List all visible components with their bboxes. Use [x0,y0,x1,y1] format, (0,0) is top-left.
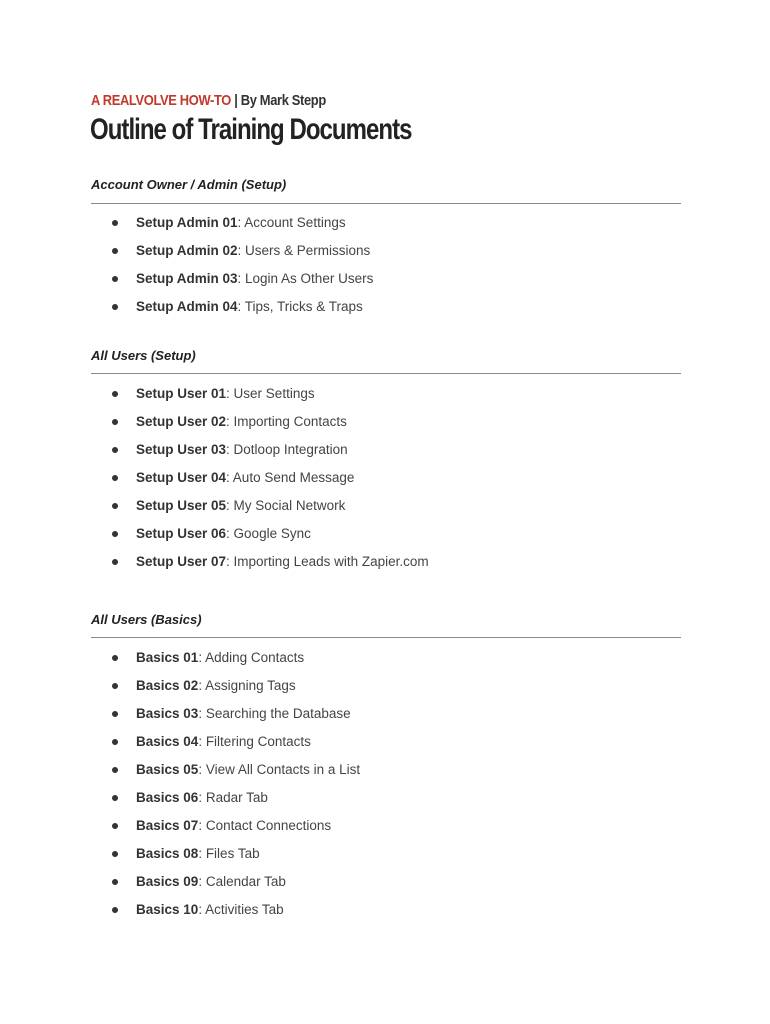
bullet-icon [112,475,118,481]
item-code: Setup User 07 [136,554,227,569]
bullet-icon [112,711,118,717]
item-code: Basics 02 [136,678,199,693]
item-description: : Activities Tab [198,902,284,917]
bullet-icon [112,276,118,282]
item-code: Setup Admin 02 [136,243,238,258]
bullet-icon [112,304,118,310]
item-code: Basics 07 [136,818,199,833]
bullet-icon [112,879,118,885]
item-description: : Radar Tab [198,790,268,805]
brand-label: A REALVOLVE HOW-TO [91,92,231,109]
document-kicker [91,92,326,109]
item-code: Basics 10 [136,902,199,917]
item-code: Basics 01 [136,650,199,665]
list-item [112,386,315,401]
item-description: : Adding Contacts [198,650,305,665]
list-item [112,846,260,861]
list-item [112,678,296,693]
list-item [112,243,370,258]
item-description: : Calendar Tab [198,874,286,889]
item-description: : Account Settings [237,215,346,230]
item-description: : Assigning Tags [198,678,296,693]
item-code: Setup User 01 [136,386,227,401]
list-item [112,299,363,314]
item-description: : Filtering Contacts [198,734,311,749]
list-item [112,554,429,569]
item-description: : Google Sync [226,526,311,541]
item-description: : Login As Other Users [237,271,374,286]
bullet-icon [112,655,118,661]
list-item [112,470,354,485]
item-description: : My Social Network [226,498,346,513]
bullet-icon [112,559,118,565]
item-code: Basics 04 [136,734,199,749]
list-item [112,498,345,513]
list-item [112,526,311,541]
section-divider [91,373,681,374]
bullet-icon [112,739,118,745]
item-description: : Dotloop Integration [226,442,348,457]
section-heading-admin-setup: Account Owner / Admin (Setup) [91,177,287,192]
bullet-icon [112,220,118,226]
item-code: Basics 06 [136,790,199,805]
item-code: Setup User 06 [136,526,227,541]
item-code: Setup Admin 04 [136,299,238,314]
byline: By Mark Stepp [240,92,326,109]
bullet-icon [112,907,118,913]
item-description: : Users & Permissions [237,243,371,258]
item-code: Setup User 03 [136,442,227,457]
item-code: Setup Admin 01 [136,215,238,230]
list-item [112,706,351,721]
bullet-icon [112,248,118,254]
item-code: Setup Admin 03 [136,271,238,286]
list-item [112,442,348,457]
kicker-separator: | [230,92,241,109]
item-description: : View All Contacts in a List [198,762,361,777]
list-item [112,902,284,917]
bullet-icon [112,767,118,773]
list-item [112,734,311,749]
list-item [112,215,346,230]
item-description: : Searching the Database [198,706,351,721]
item-description: : Files Tab [198,846,260,861]
bullet-icon [112,391,118,397]
bullet-icon [112,503,118,509]
item-code: Basics 09 [136,874,199,889]
list-item [112,271,373,286]
item-description: : Contact Connections [198,818,332,833]
bullet-icon [112,447,118,453]
section-heading-users-setup: All Users (Setup) [91,348,196,363]
item-code: Basics 05 [136,762,199,777]
bullet-icon [112,531,118,537]
section-divider [91,203,681,204]
section-divider [91,637,681,638]
bullet-icon [112,795,118,801]
list-item [112,762,360,777]
item-code: Setup User 02 [136,414,227,429]
list-item [112,790,268,805]
bullet-icon [112,823,118,829]
item-description: : Importing Contacts [226,414,347,429]
item-description: : Importing Leads with Zapier.com [226,554,429,569]
item-description: : Tips, Tricks & Traps [237,299,363,314]
list-item [112,414,347,429]
document-title: Outline of Training Documents [90,113,412,146]
list-item [112,818,331,833]
item-description: : User Settings [226,386,315,401]
item-description: : Auto Send Message [226,470,355,485]
section-heading-users-basics: All Users (Basics) [91,612,202,627]
bullet-icon [112,419,118,425]
item-code: Basics 08 [136,846,199,861]
bullet-icon [112,851,118,857]
list-item [112,650,304,665]
bullet-icon [112,683,118,689]
item-code: Basics 03 [136,706,199,721]
item-code: Setup User 04 [136,470,227,485]
item-code: Setup User 05 [136,498,227,513]
list-item [112,874,286,889]
